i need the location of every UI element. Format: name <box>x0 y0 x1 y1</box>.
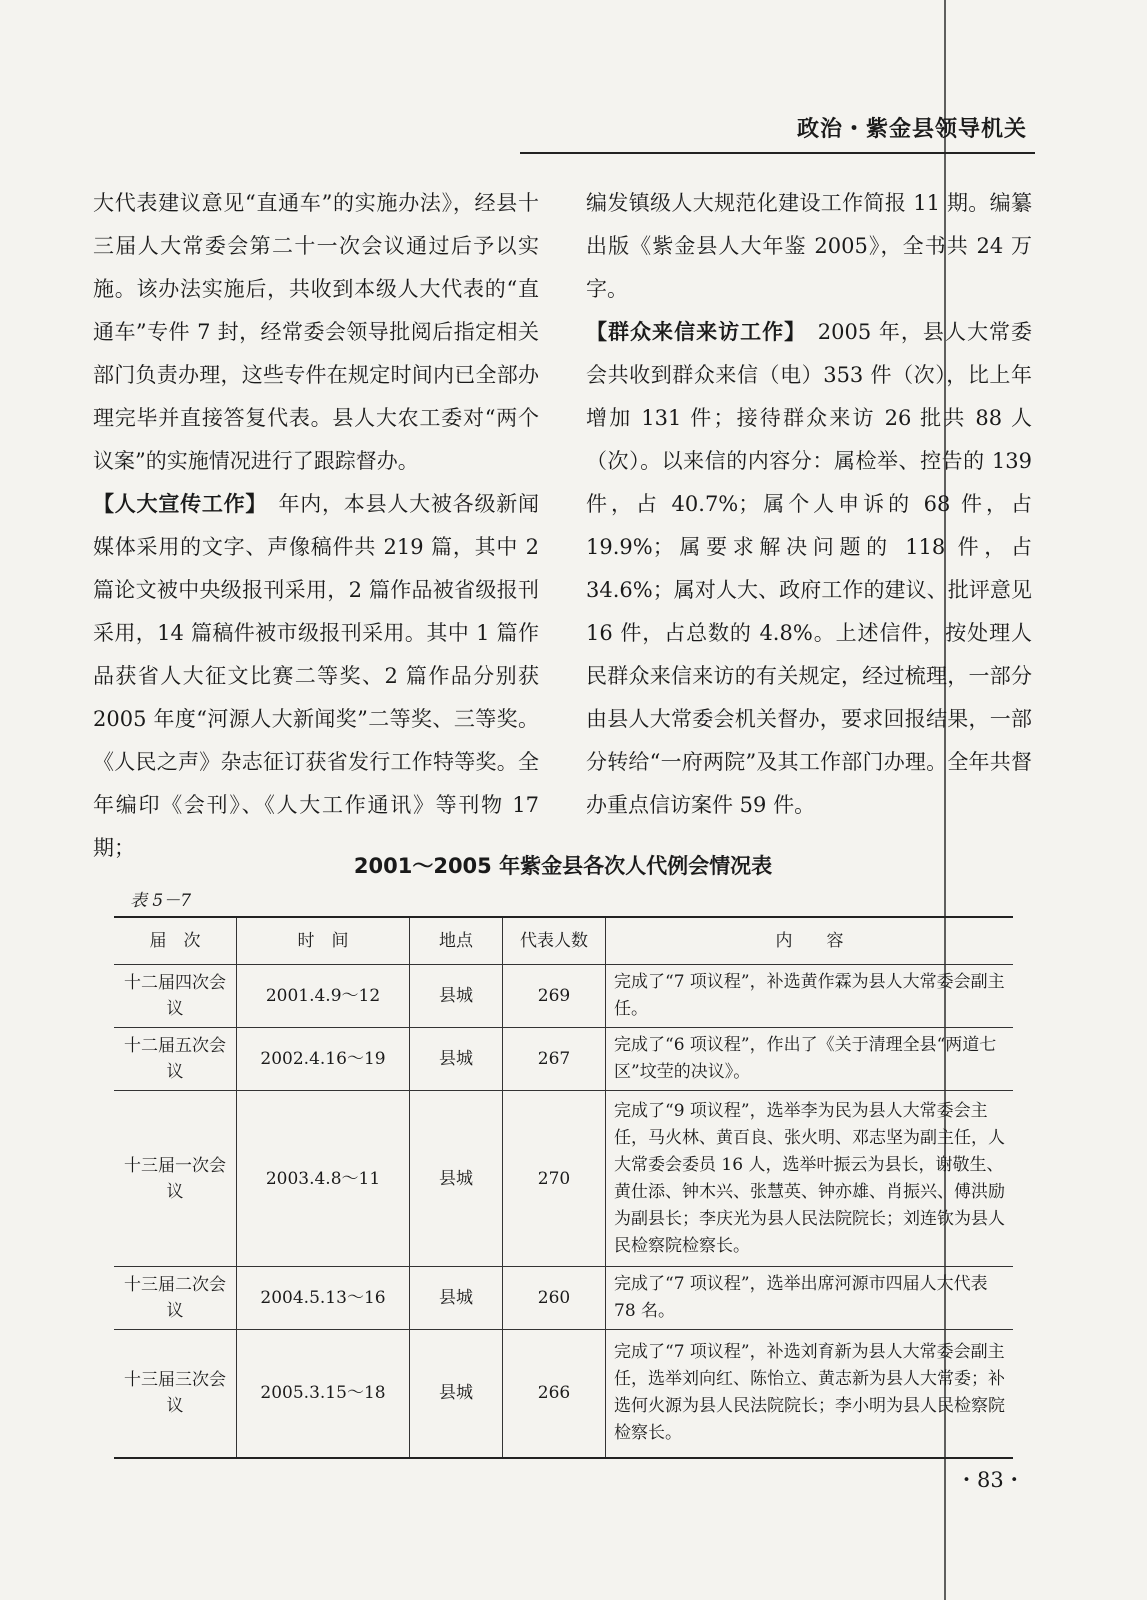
cell-session: 十三届一次会议 <box>114 1091 237 1267</box>
table-row <box>114 965 1013 1028</box>
table-row <box>114 1091 1013 1267</box>
cell-delegates: 266 <box>503 1330 606 1458</box>
cell-content: 完成了“7 项议程”，选举出席河源市四届人大代表 78 名。 <box>606 1267 1014 1330</box>
cell-delegates: 270 <box>503 1091 606 1267</box>
section-title-publicity: 【人大宣传工作】 <box>93 492 257 516</box>
cell-time: 2003.4.8～11 <box>237 1091 410 1267</box>
cell-delegates: 260 <box>503 1267 606 1330</box>
cell-place: 县城 <box>410 1091 503 1267</box>
cell-time: 2001.4.9～12 <box>237 965 410 1028</box>
section-body-petitions: 2005 年，县人大常委会共收到群众来信（电）353 件（次），比上年增加 131 件；接待群众来访 26 批共 88 人（次）。以来信的内容分：属检举、控告的 139 件，占 40.7%；属个人申诉的 68 件，占 19.9%；属要求解决问题的 118 件，占 34.6%；属对人大、政府工作的建议、批评意见 16 件，占总数的 4.8%。上述信件，按处理人民群众来信来访的有关规定，经过梳理，一部分由县人大常委会机关督办，要求回报结果，一部分转给“一府两院”及其工作部门办理。全年共督办重点信访案件 59 件。 <box>586 320 1033 817</box>
table-row <box>114 1330 1013 1458</box>
cell-place: 县城 <box>410 1330 503 1458</box>
cell-content: 完成了“9 项议程”，选举李为民为县人大常委会主任，马火林、黄百良、张火明、邓志坚为副主任，人大常委会委员 16 人，选举叶振云为县长，谢敬生、黄仕添、钟木兴、张慧英、钟亦雄、肖振兴、傅洪励为副县长；李庆光为县人民法院院长；刘连钦为县人民检察院检察长。 <box>606 1091 1014 1267</box>
cell-session: 十二届四次会议 <box>114 965 237 1028</box>
table-row <box>114 1028 1013 1091</box>
header-rule <box>520 152 1035 154</box>
cell-delegates: 269 <box>503 965 606 1028</box>
section-body-publicity: 年内，本县人大被各级新闻媒体采用的文字、声像稿件共 219 篇，其中 2 篇论文被中央级报刊采用，2 篇作品被省级报刊采用，14 篇稿件被市级报刊采用。其中 1 篇作品获省人大征文比赛二等奖、2 篇作品分别获 2005 年度“河源人大新闻奖”二等奖、三等奖。《人民之声》杂志征订获省发行工作特等奖。全年编印《会刊》、《人大工作通讯》等刊物 17 期； <box>93 492 540 860</box>
right-paragraph-2 <box>586 311 1032 827</box>
cell-place: 县城 <box>410 965 503 1028</box>
table-header-row <box>114 917 1013 965</box>
header-content: 内 容 <box>606 917 1014 965</box>
left-column <box>93 182 539 870</box>
table-row <box>114 1267 1013 1330</box>
table-number: 表 5－7 <box>130 891 192 911</box>
cell-place: 县城 <box>410 1267 503 1330</box>
table-title: 2001～2005 年紫金县各次人代例会情况表 <box>353 854 773 878</box>
right-column <box>586 182 1032 827</box>
header-time: 时 间 <box>237 917 410 965</box>
right-paragraph-1: 编发镇级人大规范化建设工作简报 11 期。编纂出版《紫金县人大年鉴 2005》，全书共 24 万字。 <box>586 191 1032 301</box>
cell-content: 完成了“7 项议程”，补选刘育新为县人大常委会副主任，选举刘向红、陈怡立、黄志新为县人大常委；补选何火源为县人民法院院长；李小明为县人民检察院检察长。 <box>606 1330 1014 1458</box>
sessions-table <box>114 916 1013 1459</box>
cell-session: 十二届五次会议 <box>114 1028 237 1091</box>
running-header: 政治・紫金县领导机关 <box>796 117 1027 142</box>
cell-delegates: 267 <box>503 1028 606 1091</box>
page-number: ・83・ <box>956 1468 1025 1492</box>
header-delegates: 代表人数 <box>503 917 606 965</box>
cell-session: 十三届二次会议 <box>114 1267 237 1330</box>
left-paragraph-1: 大代表建议意见“直通车”的实施办法》，经县十三届人大常委会第二十一次会议通过后予以实施。该办法实施后，共收到本级人大代表的“直通车”专件 7 封，经常委会领导批阅后指定相关部门负责办理，这些专件在规定时间内已全部办理完毕并直接答复代表。县人大农工委对“两个议案”的实施情况进行了跟踪督办。 <box>93 191 539 473</box>
cell-content: 完成了“6 项议程”，作出了《关于清理全县“两道七区”坟茔的决议》。 <box>606 1028 1014 1091</box>
cell-time: 2005.3.15～18 <box>237 1330 410 1458</box>
section-title-petitions: 【群众来信来访工作】 <box>586 320 796 344</box>
header-place: 地点 <box>410 917 503 965</box>
cell-place: 县城 <box>410 1028 503 1091</box>
cell-time: 2004.5.13～16 <box>237 1267 410 1330</box>
cell-time: 2002.4.16～19 <box>237 1028 410 1091</box>
cell-session: 十三届三次会议 <box>114 1330 237 1458</box>
cell-content: 完成了“7 项议程”，补选黄作霖为县人大常委会副主任。 <box>606 965 1014 1028</box>
header-session: 届 次 <box>114 917 237 965</box>
left-paragraph-2 <box>93 483 539 870</box>
